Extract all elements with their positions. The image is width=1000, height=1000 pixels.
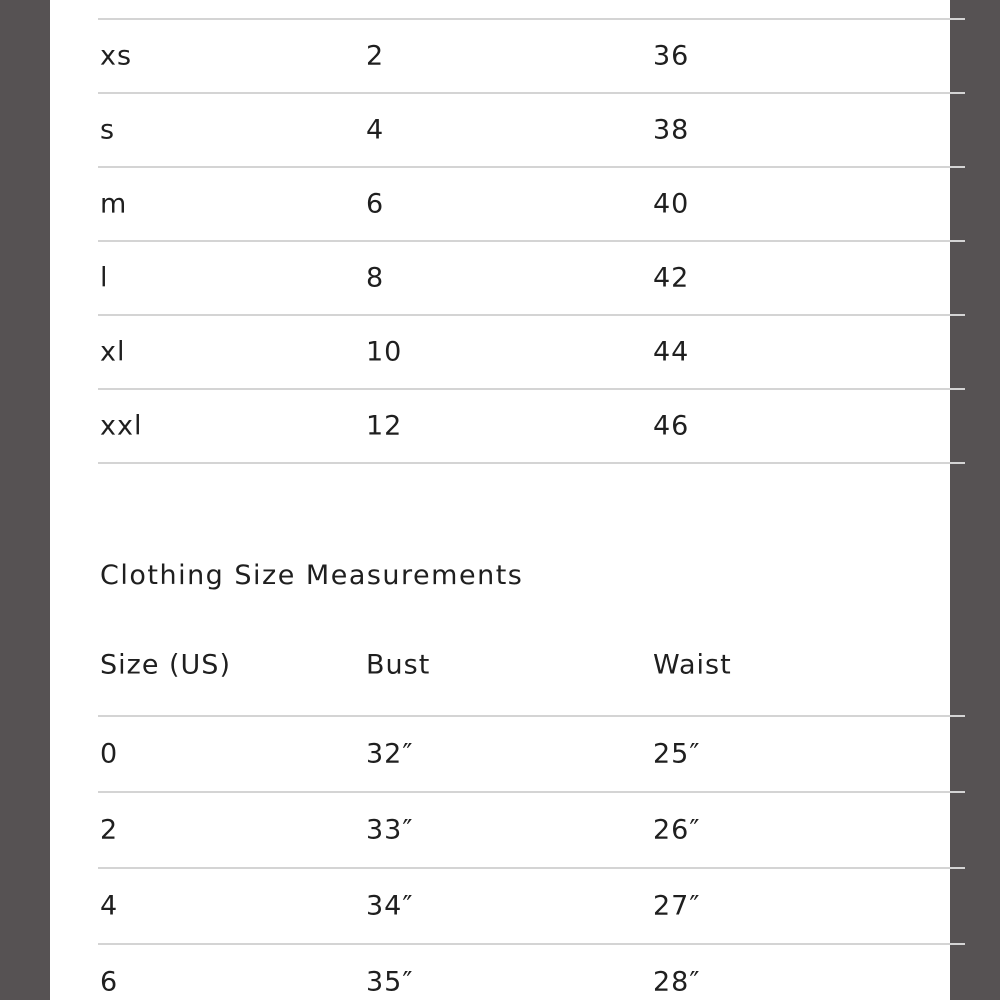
table-row <box>98 240 965 314</box>
intl-size-cell: 38 <box>653 114 690 146</box>
table-row <box>98 791 965 867</box>
waist-cell: 26″ <box>653 814 701 846</box>
table-row <box>98 388 965 464</box>
waist-cell: 27″ <box>653 890 701 922</box>
size-cell: s <box>100 114 116 146</box>
table-row <box>98 92 965 166</box>
column-header-size: Size (US) <box>100 649 231 681</box>
us-size-cell: 8 <box>366 262 385 294</box>
size-cell: 4 <box>100 890 119 922</box>
intl-size-cell: 40 <box>653 188 690 220</box>
waist-cell: 28″ <box>653 966 701 998</box>
table-row <box>98 715 965 791</box>
size-conversion-table <box>98 18 965 464</box>
table-row <box>98 867 965 943</box>
table-row <box>98 18 965 92</box>
column-header-waist: Waist <box>653 649 732 681</box>
us-size-cell: 4 <box>366 114 385 146</box>
size-cell: m <box>100 188 128 220</box>
bust-cell: 32″ <box>366 738 414 770</box>
size-cell: l <box>100 262 109 294</box>
section-title: Clothing Size Measurements <box>100 560 524 591</box>
bust-cell: 33″ <box>366 814 414 846</box>
us-size-cell: 10 <box>366 336 403 368</box>
intl-size-cell: 44 <box>653 336 690 368</box>
table-row <box>98 166 965 240</box>
intl-size-cell: 36 <box>653 40 690 72</box>
size-chart-page <box>50 0 950 1000</box>
size-cell: xs <box>100 40 133 72</box>
waist-cell: 25″ <box>653 738 701 770</box>
size-cell: 2 <box>100 814 119 846</box>
table-header-row <box>98 640 965 690</box>
column-header-bust: Bust <box>366 649 431 681</box>
measurements-table <box>98 715 965 1000</box>
size-cell: 0 <box>100 738 119 770</box>
intl-size-cell: 46 <box>653 410 690 442</box>
intl-size-cell: 42 <box>653 262 690 294</box>
size-cell: 6 <box>100 966 119 998</box>
size-cell: xl <box>100 336 126 368</box>
bust-cell: 35″ <box>366 966 414 998</box>
size-cell: xxl <box>100 410 143 442</box>
us-size-cell: 2 <box>366 40 385 72</box>
bust-cell: 34″ <box>366 890 414 922</box>
us-size-cell: 6 <box>366 188 385 220</box>
table-row <box>98 943 965 1000</box>
table-row <box>98 314 965 388</box>
us-size-cell: 12 <box>366 410 403 442</box>
